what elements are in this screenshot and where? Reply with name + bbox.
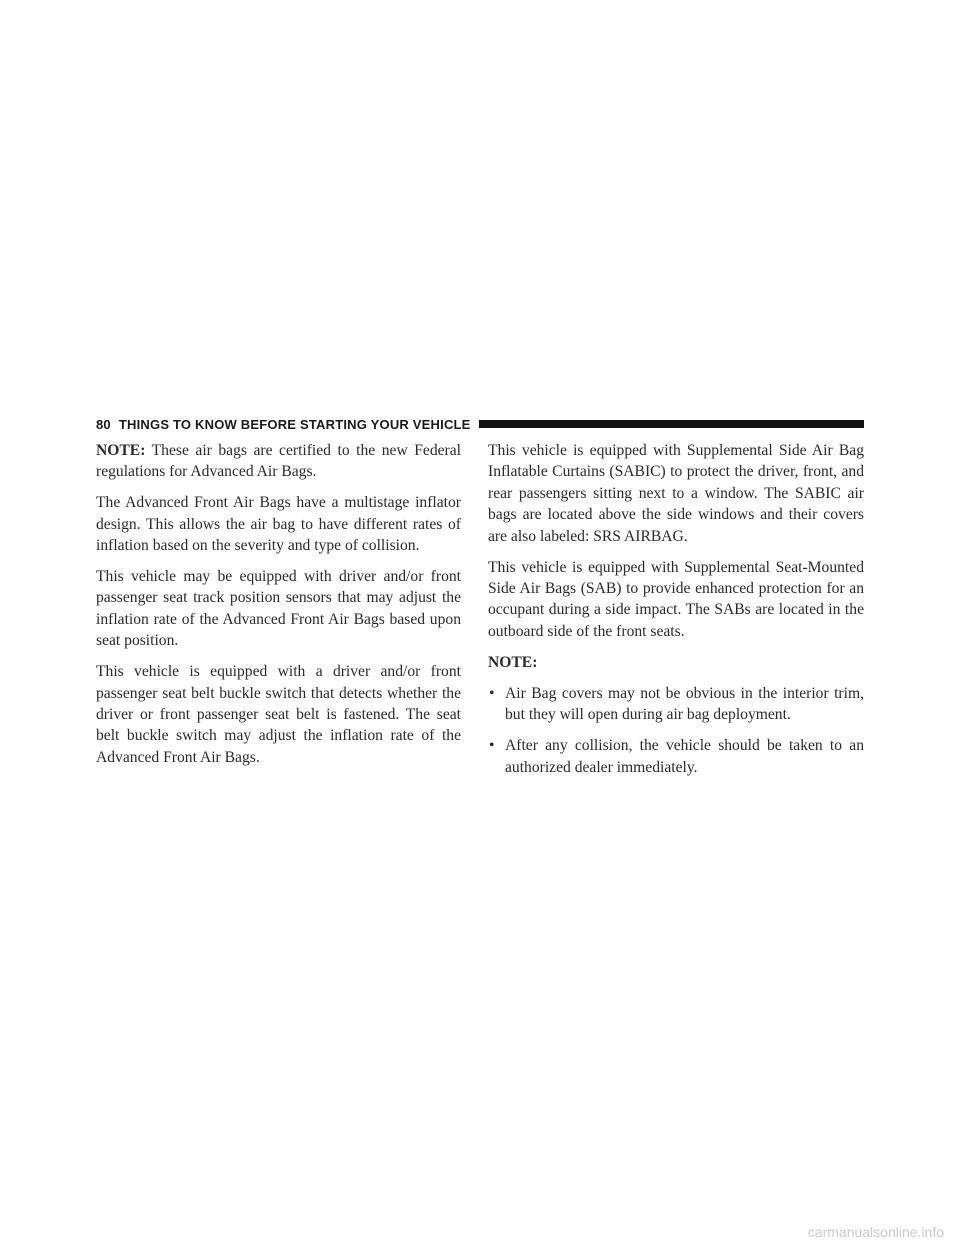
bullet-text: After any collision, the vehicle should be taken to an authorized dealer immediately. [505, 737, 864, 776]
paragraph-seat-track-sensors: This vehicle may be equipped with driver and/or front passenger seat track position sensors that may adjust the inflation rate of the Advanced Front Air Bags based upon seat position. [96, 568, 461, 650]
certification-note [96, 440, 461, 483]
bullet-icon: • [489, 684, 495, 702]
bullet-icon: • [489, 737, 495, 755]
paragraph-sab: This vehicle is equipped with Supplemental Seat-Mounted Side Air Bags (SAB) to provide enhanced protection for an occupant during a side impact. The SABs are located in the outboard side of the front seats. [488, 558, 864, 640]
section-title: THINGS TO KNOW BEFORE STARTING YOUR VEHICLE [118, 416, 471, 432]
paragraph-seat-belt-buckle-switch: This vehicle is equipped with a driver and/or front passenger seat belt buckle switch that detects whether the driver or front passenger seat belt is fastened. The seat belt buckle switch may adjust the inflation rate of the Advanced Front Air Bags. [96, 663, 461, 766]
note-label: NOTE: [96, 442, 146, 459]
list-item [488, 735, 864, 778]
note-text: These air bags are certified to the new Federal regulations for Advanced Air Bags. [96, 442, 461, 481]
paragraph-sabic: This vehicle is equipped with Supplemental Side Air Bag Inflatable Curtains (SABIC) to protect the driver, front, and rear passengers sitting next to a window. The SABIC air bags are located above the side windows and their covers are also labeled: SRS AIRBAG. [488, 442, 864, 545]
note-bullet-list [488, 683, 864, 779]
list-item [488, 683, 864, 726]
right-column [488, 440, 864, 788]
page-header [96, 414, 864, 434]
watermark: carmanualsonline.info [807, 1224, 944, 1240]
note-heading: NOTE: [488, 653, 538, 671]
page-number: 80 [96, 416, 111, 432]
header-rule [479, 420, 864, 428]
paragraph-multistage-inflator: The Advanced Front Air Bags have a multistage inflator design. This allows the air bag to have different rates of inflation based on the severity and type of collision. [96, 494, 461, 555]
left-column [96, 440, 461, 778]
bullet-text: Air Bag covers may not be obvious in the interior trim, but they will open during air bag deployment. [505, 684, 864, 723]
